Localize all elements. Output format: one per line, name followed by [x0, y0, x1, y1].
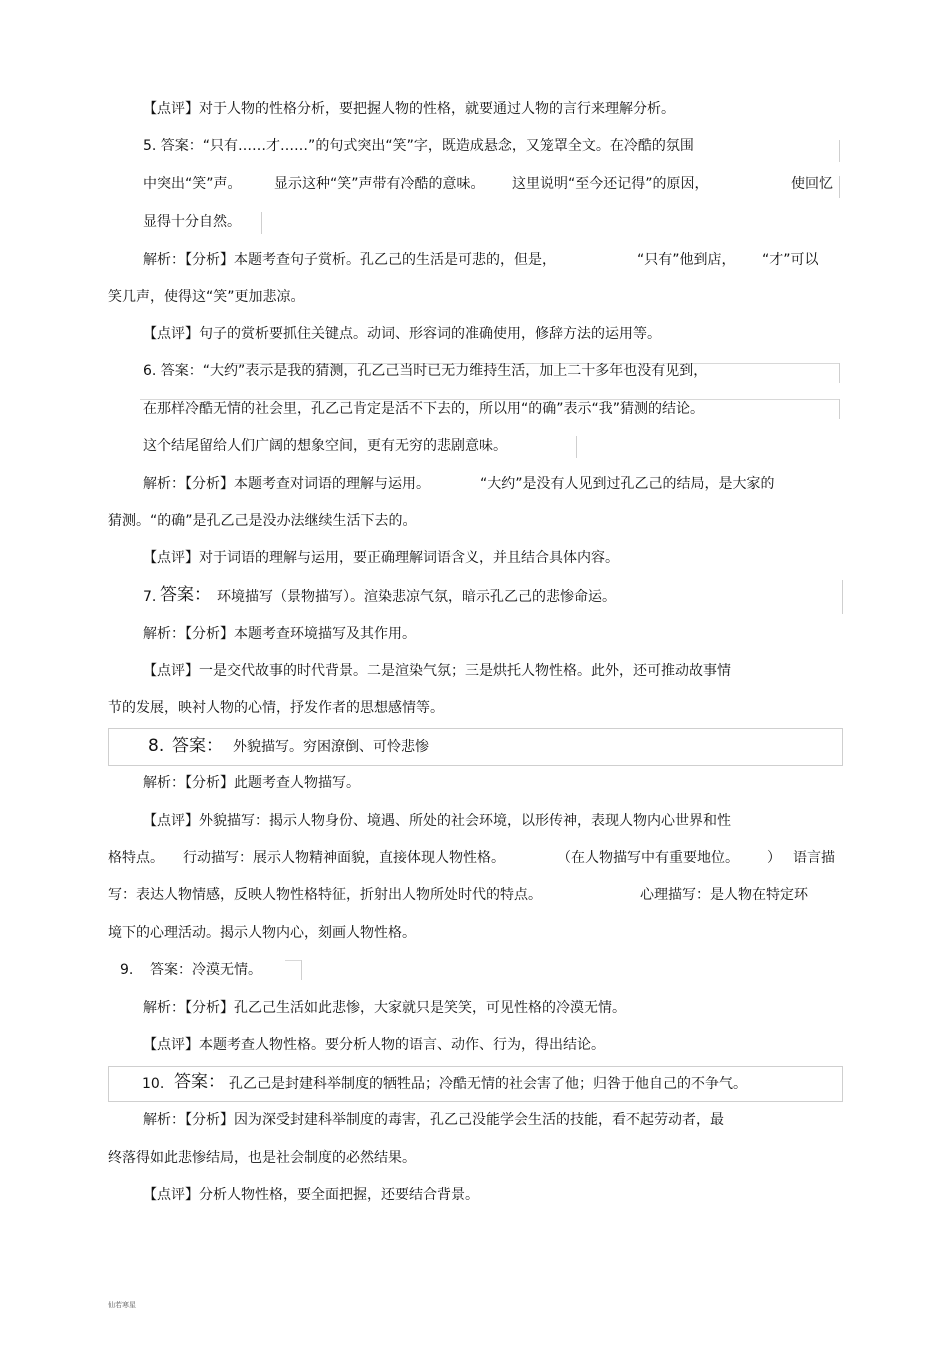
answer-8-number: 8. — [148, 736, 165, 756]
answer-7-text: 环境描写（景物描写）。渲染悲凉气氛，暗示孔乙己的悲惨命运。 — [217, 589, 616, 605]
analysis-10-line-1: 解析：【分析】因为深受封建科举制度的毒害，孔乙己没能学会生活的技能，看不起劳动者，最 — [143, 1112, 724, 1128]
comment-8-line-2e: 语言描 — [793, 850, 835, 866]
analysis-5-b: “只有”他到店， — [637, 252, 736, 268]
comment-5: 【点评】句子的赏析要抓住关键点。动词、形容词的准确使用，修辞方法的运用等。 — [143, 326, 661, 342]
comment-7-line-1: 【点评】一是交代故事的时代背景。二是渲染气氛；三是烘托人物性格。此外，还可推动故事情 — [143, 663, 731, 679]
answer-6-line-2: 在那样冷酷无情的社会里，孔乙己肯定是活不下去的，所以用“的确”表示“我”猜测的结论。 — [143, 401, 705, 417]
comment-8-line-2a: 格特点。 — [108, 850, 164, 866]
comment-8-line-1: 【点评】外貌描写：揭示人物身份、境遇、所处的社会环境，以形传神，表现人物内心世界和性 — [143, 813, 731, 829]
answer-7-number: 7. — [143, 589, 157, 605]
rule-right-2 — [839, 176, 840, 198]
answer-5-line-3: 显得十分自然。 — [143, 214, 241, 230]
answer-6-line-1: 6. 答案：“大约”表示是我的猜测，孔乙己当时已无力维持生活，加上二十多年也没有见到， — [143, 363, 708, 379]
comment-8-line-2c: （在人物描写中有重要地位。 — [557, 850, 739, 866]
rule-right-1 — [839, 140, 840, 162]
comment-7-line-2: 节的发展，映衬人物的心情，抒发作者的思想感情等。 — [108, 700, 444, 716]
answer-7-label: 答案： — [160, 585, 211, 605]
analysis-5-d: 笑几声，使得这“笑”更加悲凉。 — [108, 289, 305, 305]
answer-10-number: 10. — [142, 1076, 165, 1092]
comment-8-line-2d: ） — [767, 850, 781, 866]
answer-9-text: 答案：冷漠无情。 — [150, 962, 262, 978]
comment-8-line-3a: 写：表达人物情感，反映人物性格特征，折射出人物所处时代的特点。 — [108, 887, 542, 903]
comment-9: 【点评】本题考查人物性格。要分析人物的语言、动作、行为，得出结论。 — [143, 1037, 605, 1053]
analysis-10-line-2: 终落得如此悲惨结局，也是社会制度的必然结果。 — [108, 1150, 416, 1166]
answer-5-line-2b: 显示这种“笑”声带有冷酷的意味。 — [274, 176, 485, 192]
comment-1: 【点评】对于人物的性格分析，要把握人物的性格，就要通过人物的言行来理解分析。 — [143, 101, 675, 117]
answer-5-line-2a: 中突出“笑”声。 — [143, 176, 242, 192]
analysis-6-a: 解析：【分析】本题考查对词语的理解与运用。 — [143, 476, 430, 492]
page-footer: 仙若寒星 — [108, 1301, 136, 1309]
answer-5-line-1: 5. 答案：“只有……才……”的句式突出“笑”字，既造成悬念，又笼罩全文。在冷酷的氛围 — [143, 138, 694, 154]
answer-5-line-2c: 这里说明“至今还记得”的原因， — [512, 176, 709, 192]
answer-10-label: 答案： — [174, 1072, 225, 1092]
answer-8-label: 答案： — [172, 736, 223, 756]
rule-top-9 — [285, 960, 301, 961]
answer-5-line-2d: 使回忆 — [791, 176, 833, 192]
analysis-9: 解析：【分析】孔乙己生活如此悲惨，大家就只是笑笑，可见性格的冷漠无情。 — [143, 1000, 626, 1016]
analysis-7: 解析：【分析】本题考查环境描写及其作用。 — [143, 626, 416, 642]
comment-6: 【点评】对于词语的理解与运用，要正确理解词语含义，并且结合具体内容。 — [143, 550, 619, 566]
analysis-6-c: 猜测。“的确”是孔乙己是没办法继续生活下去的。 — [108, 513, 417, 529]
analysis-6-b: “大约”是没有人见到过孔乙己的结局，是大家的 — [480, 476, 775, 492]
comment-8-line-3b: 心理描写：是人物在特定环 — [640, 887, 808, 903]
analysis-5-a: 解析：【分析】本题考查句子赏析。孔乙己的生活是可悲的，但是， — [143, 252, 556, 268]
rule-right-6a — [839, 363, 840, 383]
answer-6-line-3: 这个结尾留给人们广阔的想象空间，更有无穷的悲剧意味。 — [143, 438, 507, 454]
comment-8-line-4: 境下的心理活动。揭示人物内心，刻画人物性格。 — [108, 925, 416, 941]
rule-right-9 — [301, 960, 302, 980]
rule-right-7 — [842, 580, 843, 614]
answer-10-text: 孔乙己是封建科举制度的牺牲品；冷酷无情的社会害了他；归咎于他自己的不争气。 — [229, 1076, 747, 1092]
rule-right-3 — [261, 212, 262, 234]
comment-10: 【点评】分析人物性格，要全面把握，还要结合背景。 — [143, 1187, 479, 1203]
answer-9-number: 9. — [120, 962, 134, 978]
comment-8-line-2b: 行动描写：展示人物精神面貌，直接体现人物性格。 — [183, 850, 505, 866]
rule-right-6b — [839, 399, 840, 419]
rule-right-6c — [576, 436, 577, 458]
analysis-5-c: “才”可以 — [762, 252, 819, 268]
answer-8-text: 外貌描写。穷困潦倒、可怜悲惨 — [233, 739, 429, 755]
analysis-8: 解析：【分析】此题考查人物描写。 — [143, 775, 360, 791]
